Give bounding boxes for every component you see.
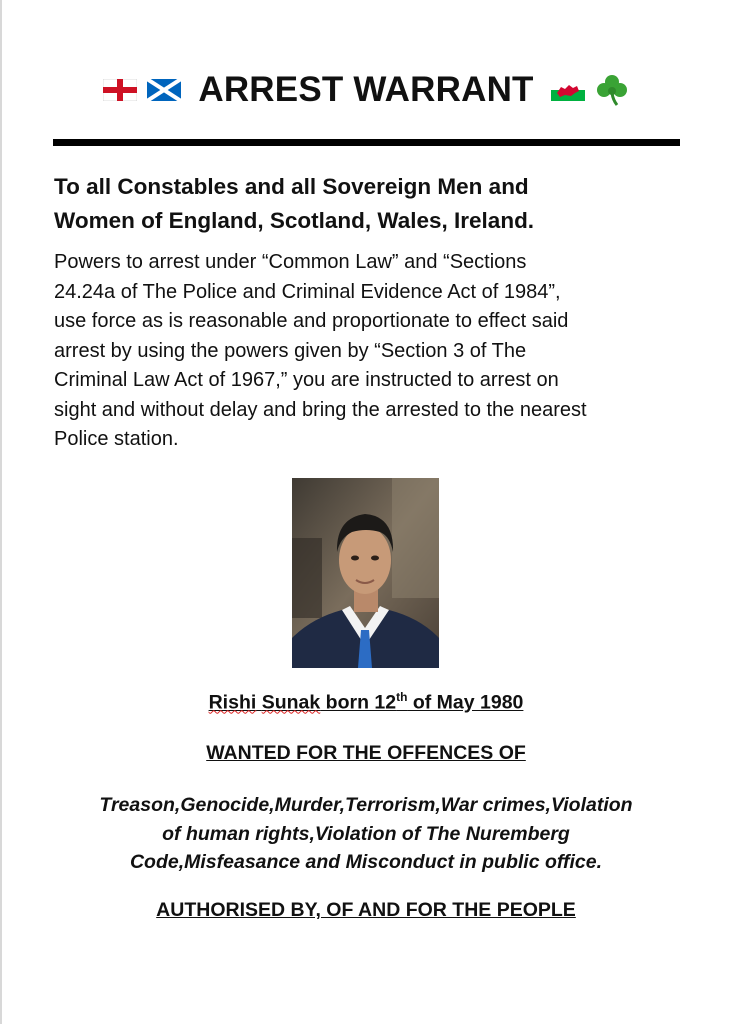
born-rest: of May 1980 [407, 691, 524, 714]
addressee-line: Women of England, Scotland, Wales, Ireland. [54, 208, 535, 233]
subject-name-line [0, 690, 732, 715]
body-line: sight and without delay and bring the arrested to the nearest [54, 398, 587, 421]
scotland-flag-icon [147, 79, 181, 101]
born-prefix: born 12 [320, 691, 397, 714]
subject-first-name: Rishi [208, 691, 257, 714]
offences-line: Code,Misfeasance and Misconduct in public office. [129, 851, 603, 873]
authorised-by: AUTHORISED BY, OF AND FOR THE PEOPLE [156, 899, 576, 921]
body-line: Powers to arrest under “Common Law” and “Sections [54, 251, 527, 273]
page-edge [0, 0, 2, 1024]
title-divider [53, 139, 680, 146]
body-line: Police station. [54, 428, 179, 450]
wales-flag-icon [551, 79, 585, 101]
title-row [0, 62, 732, 118]
offences-list [40, 791, 692, 877]
warrant-body [54, 248, 694, 455]
addressee-line: To all Constables and all Sovereign Men and [54, 174, 529, 199]
shamrock-icon [595, 73, 629, 107]
subject-last-name: Sunak [261, 691, 321, 714]
page-title: ARREST WARRANT [198, 70, 534, 109]
offences-line: of human rights,Violation of The Nuremberg [162, 822, 570, 845]
portrait-photo [292, 478, 439, 668]
body-line: arrest by using the powers given by “Section 3 of The [54, 339, 527, 362]
addressee [54, 170, 694, 238]
england-flag-icon [103, 79, 137, 101]
body-line: use force as is reasonable and proportionate to effect said [54, 310, 569, 332]
wanted-heading: WANTED FOR THE OFFENCES OF [206, 742, 526, 764]
offences-line: Treason,Genocide,Murder,Terrorism,War crimes,Violation [99, 794, 633, 816]
body-line: 24.24a of The Police and Criminal Evidence Act of 1984”, [54, 280, 561, 303]
body-line: Criminal Law Act of 1967,” you are instructed to arrest on [54, 369, 559, 391]
born-ordinal-suffix: th [396, 690, 408, 704]
